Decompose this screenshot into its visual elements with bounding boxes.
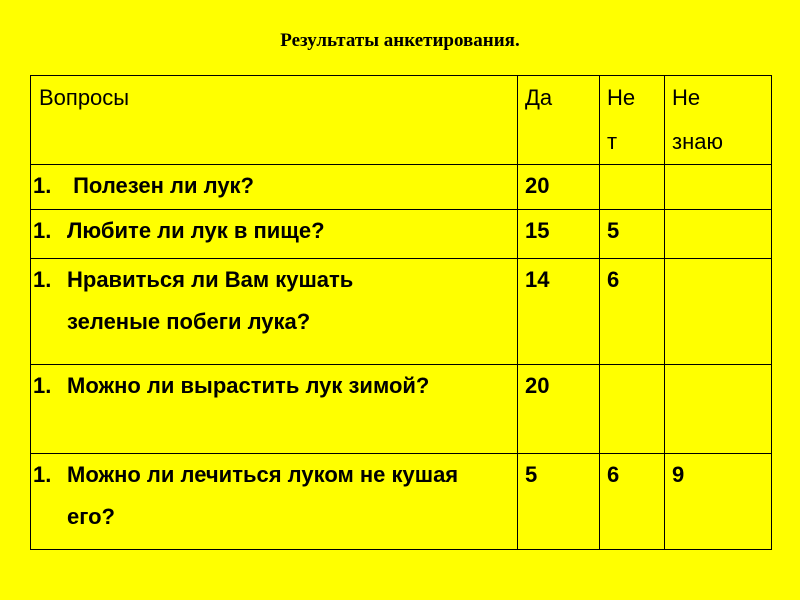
no-cell: 6	[600, 259, 665, 365]
yes-cell: 20	[518, 165, 600, 210]
no-cell	[600, 365, 665, 454]
yes-cell: 15	[518, 210, 600, 259]
header-yes: Да	[518, 76, 600, 165]
yes-cell: 14	[518, 259, 600, 365]
header-questions: Вопросы	[31, 76, 518, 165]
question-cell	[31, 210, 518, 259]
dont-know-cell	[665, 365, 772, 454]
no-cell: 6	[600, 454, 665, 550]
dont-know-cell: 9	[665, 454, 772, 550]
dont-know-cell	[665, 210, 772, 259]
header-dont-know-text: Не знаю	[672, 85, 723, 154]
survey-results-table	[30, 75, 772, 550]
row-number: 1.	[33, 373, 52, 398]
table-row	[31, 365, 772, 454]
table-row	[31, 210, 772, 259]
table-row	[31, 454, 772, 550]
dont-know-cell	[665, 165, 772, 210]
row-number: 1.	[33, 267, 52, 292]
no-cell	[600, 165, 665, 210]
header-no-text: Не т	[607, 85, 636, 154]
header-no	[600, 76, 665, 165]
question-text: Полезен ли лук?	[67, 173, 254, 198]
question-text: Любите ли лук в пище?	[67, 218, 325, 243]
question-cell	[31, 365, 518, 454]
page-title: Результаты анкетирования.	[280, 30, 520, 51]
yes-cell: 5	[518, 454, 600, 550]
question-cell	[31, 165, 518, 210]
row-number: 1.	[33, 173, 52, 198]
dont-know-cell	[665, 259, 772, 365]
row-number: 1.	[33, 218, 52, 243]
table-header-row	[31, 76, 772, 165]
question-text: Можно ли лечиться луком не кушая его?	[67, 462, 459, 529]
table-row	[31, 165, 772, 210]
question-cell	[31, 259, 518, 365]
question-text: Можно ли вырастить лук зимой?	[67, 373, 430, 398]
question-cell	[31, 454, 518, 550]
no-cell: 5	[600, 210, 665, 259]
table-row	[31, 259, 772, 365]
question-text: Нравиться ли Вам кушать зеленые побеги лука?	[67, 267, 354, 334]
header-dont-know	[665, 76, 772, 165]
row-number: 1.	[33, 462, 52, 487]
yes-cell: 20	[518, 365, 600, 454]
